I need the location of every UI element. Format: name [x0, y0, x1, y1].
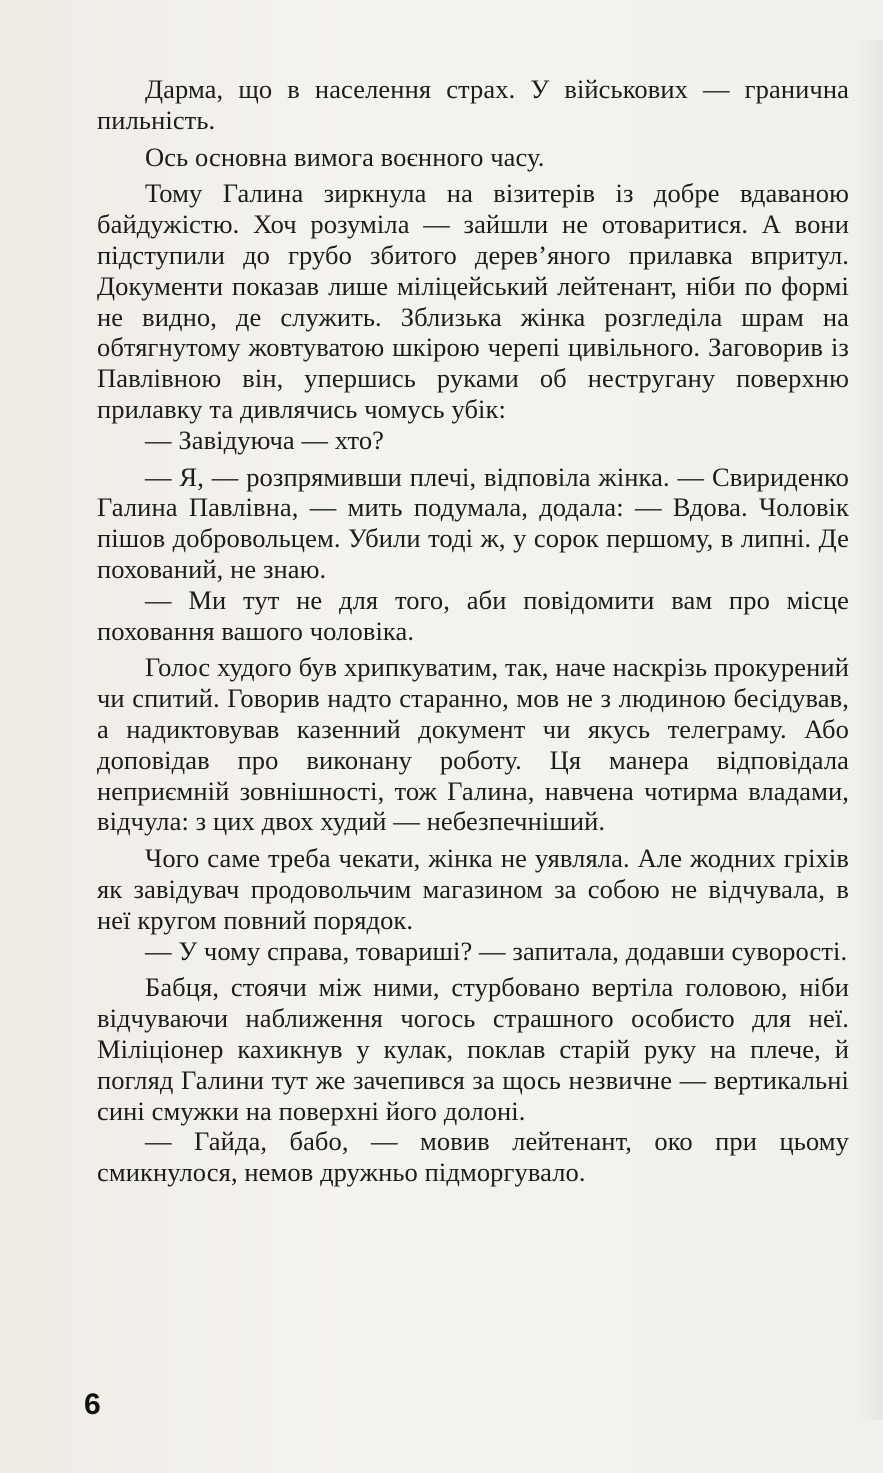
- dialogue-line: — Ми тут не для того, аби повідомити вам про місце поховання вашого чоловіка.: [97, 584, 849, 646]
- dialogue-line: — Я, — розпрямивши плечі, відповіла жінка. — Свириденко Галина Павлівна, — мить подумала, додала: — Вдова. Чоловік пішов добровольцем. Убили тоді ж, у сорок першому, в липні. Де похований, не знаю.: [97, 461, 849, 584]
- paragraph: Дарма, що в населення страх. У військових — гранична пильність.: [97, 74, 849, 135]
- dialogue-line: — Гайда, бабо, — мовив лейтенант, око при цьому смикнулося, немов дружньо підморгувало.: [97, 1126, 849, 1188]
- body-text: [97, 74, 849, 1188]
- page-edge-shadow: [855, 40, 883, 1420]
- dialogue-line: — Завідуюча — хто?: [145, 424, 385, 455]
- paragraph: Чого саме треба чекати, жінка не уявляла. Але жодних гріхів як завідувач продовольчим магазином за собою не відчувала, в неї кругом повний порядок.: [97, 843, 849, 935]
- dialogue-line: — У чому справа, товариші? — запитала, додавши суворості.: [145, 935, 848, 966]
- page-number: 6: [84, 1388, 101, 1421]
- paragraph: Голос худого був хрипкуватим, так, наче наскрізь прокурений чи спитий. Говорив надто старанно, мов не з людиною бесідував, а надиктовував казенний документ чи якусь телеграму. Або доповідав про виконану роботу. Ця манера відповідала неприємній зовнішності, тож Галина, навчена чотирма владами, відчула: з цих двох худий — небезпечніший.: [97, 652, 849, 837]
- paragraph: Бабця, стоячи між ними, стурбовано вертіла головою, ніби відчуваючи наближення чогось страшного особисто для неї. Міліціонер кахикнув у кулак, поклав старій руку на плече, й погляд Галини тут же зачепився за щось незвичне — вертикальні сині смужки на поверхні його долоні.: [97, 972, 849, 1126]
- paragraph: Тому Галина зиркнула на візитерів із добре вдаваною байдужістю. Хоч розуміла — зайшли не отоваритися. А вони підступили до грубо збитого дерев’яного прилавка впритул. Документи показав лише міліцейський лейтенант, ніби по формі не видно, де служить. Зблизька жінка розгледіла шрам на обтягнутому жовтуватою шкірою черепі цивільного. Заговорив із Павлівною він, упершись руками об нестругану поверхню прилавку та дивлячись чомусь убік:: [97, 178, 849, 424]
- paragraph: Ось основна вимога воєнного часу.: [145, 141, 545, 172]
